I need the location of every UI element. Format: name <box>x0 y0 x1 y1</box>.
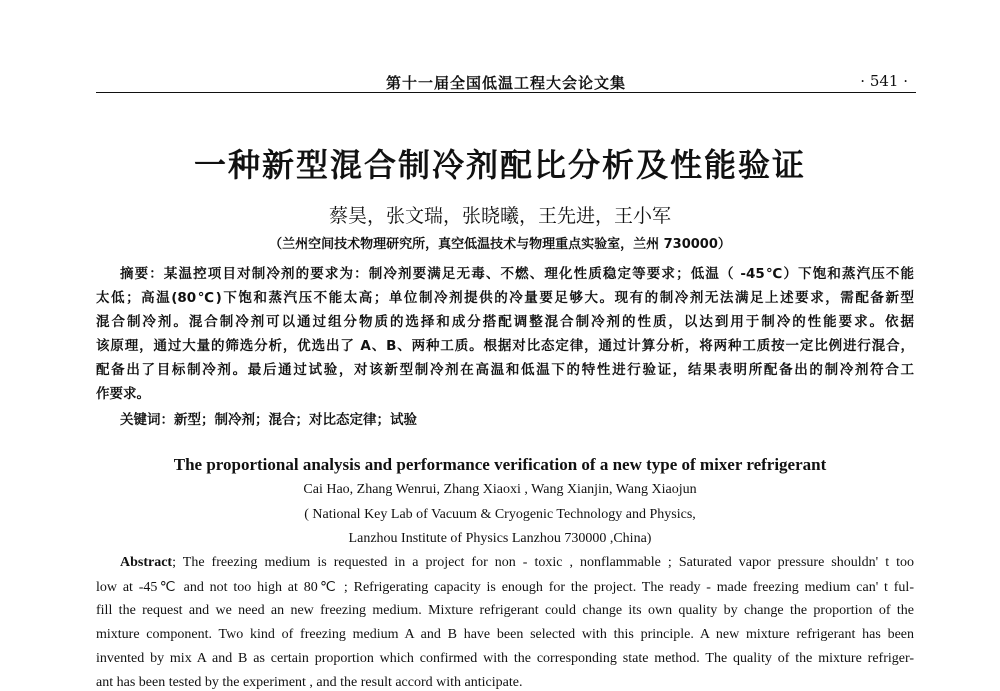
abstract-cn-line: 配备出了目标制冷剂。最后通过试验，对该新型制冷剂在高温和低温下的特性进行验证，结果表明所配备出的制冷剂符合工 <box>96 362 914 378</box>
abstract-cn-line: 该原理，通过大量的筛选分析，优选出了 A、B、两种工质。根据对比态定律，通过计算分析，将两种工质按一定比例进行混合， <box>96 338 914 354</box>
abstract-cn-line: 混合制冷剂。混合制冷剂可以通过组分物质的选择和成分搭配调整混合制冷剂的性质，以达到用于制冷的性能要求。依据 <box>96 314 914 330</box>
page-number: · 541 · <box>860 72 908 90</box>
abstract-en-line: Abstract; The freezing medium is requested in a project for non - toxic , nonflammable ; Saturated vapor pressure shouldn' t too <box>120 555 914 570</box>
english-title: The proportional analysis and performance verification of a new type of mixer refrigerant <box>173 455 827 474</box>
abstract-cn-line: 摘要：某温控项目对制冷剂的要求为：制冷剂要满足无毒、不燃、理化性质稳定等要求；低温（ -45℃）下饱和蒸汽压不能 <box>120 266 915 282</box>
abstract-en-line: mixture component. Two kind of freezing medium A and B have been selected with this principle. A new mixture refrigerant has been <box>96 627 914 642</box>
authors: 蔡昊，张文瑞，张晓曦，王先进，王小军 <box>328 205 671 227</box>
english-affiliation-1: ( National Key Lab of Vacuum & Cryogenic Technology and Physics, <box>304 507 696 522</box>
abstract-cn-line: 作要求。 <box>96 386 150 402</box>
abstract-cn-label: 摘要： <box>120 266 164 282</box>
affiliation: （兰州空间技术物理研究所，真空低温技术与物理重点实验室，兰州 730000） <box>269 237 731 252</box>
english-authors: Cai Hao, Zhang Wenrui, Zhang Xiaoxi , Wang Xianjin, Wang Xiaojun <box>303 482 697 497</box>
abstract-cn-line: 太低；高温(80℃)下饱和蒸汽压不能太高；单位制冷剂提供的冷量要足够大。现有的制冷剂无法满足上述要求，需配备新型 <box>96 290 914 306</box>
paper-title: 一种新型混合制冷剂配比分析及性能验证 <box>193 146 806 184</box>
abstract-en-line: low at -45℃ and not too high at 80℃ ; Refrigerating capacity is enough for the project. The ready - made freezing medium can' t ful- <box>96 580 914 595</box>
header-title: 第十一届全国低温工程大会论文集 <box>385 74 626 92</box>
abstract-en-line: ant has been tested by the experiment , and the result accord with anticipate. <box>96 675 523 690</box>
abstract-en-line: fill the request and we need an new freezing medium. Mixture refrigerant could change its own quality by change the proportion of the <box>96 603 914 618</box>
abstract-en-label: Abstract <box>120 555 173 570</box>
keywords-cn: 关键词：新型；制冷剂；混合；对比态定律；试验 <box>120 412 417 428</box>
english-affiliation-2: Lanzhou Institute of Physics Lanzhou 730000 ,China) <box>348 531 652 546</box>
running-header <box>96 70 916 93</box>
abstract-en-line: invented by mix A and B as certain proportion which confirmed with the corresponding state method. The quality of the mixture refriger- <box>96 651 914 666</box>
